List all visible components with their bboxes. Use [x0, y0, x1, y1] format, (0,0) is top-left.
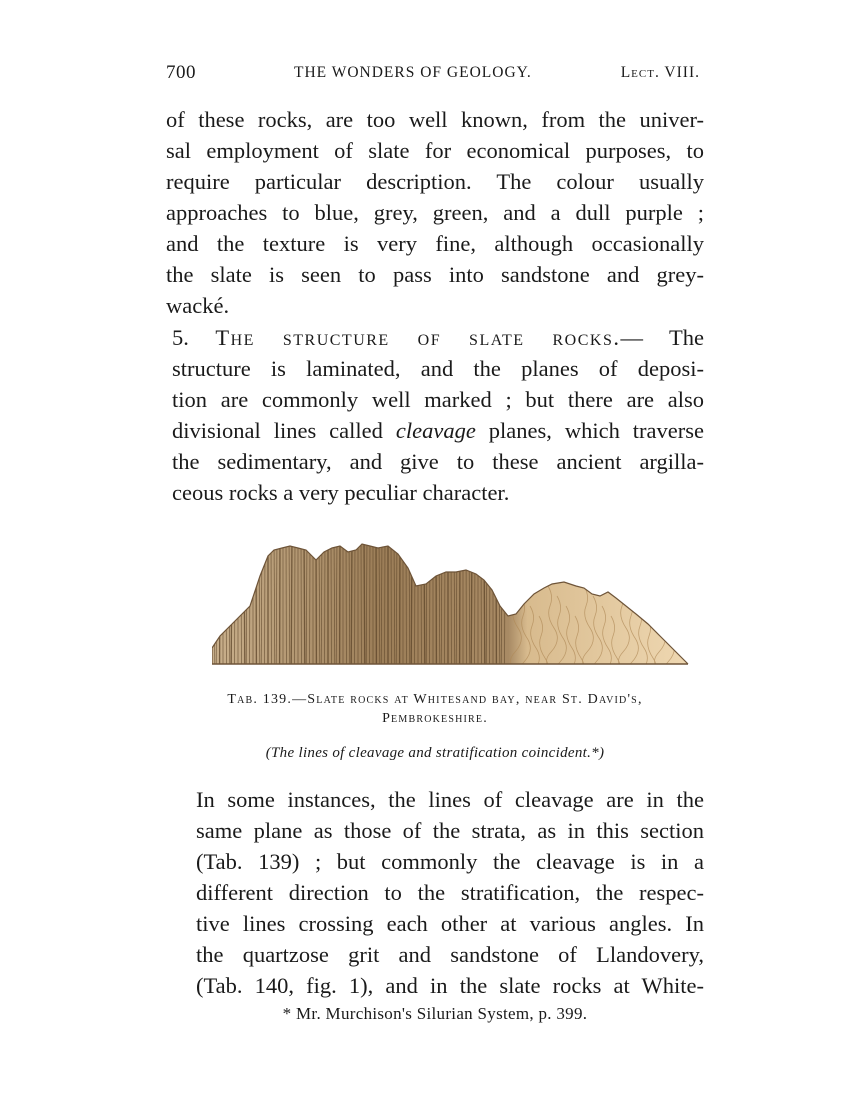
cleavage-line: [351, 536, 352, 666]
cleavage-line: [244, 536, 245, 666]
footnote: * Mr. Murchison's Silurian System, p. 399.: [282, 1004, 588, 1023]
text-line: In some instances, the lines of cleavage are in the: [196, 787, 704, 812]
text-line: [166, 415, 704, 446]
paragraph-slate-description: [166, 104, 704, 321]
cleavage-line: [291, 536, 292, 666]
text-line: same plane as those of the strata, as in this section: [196, 818, 704, 843]
text-line: and the texture is very fine, although occasionally: [166, 231, 704, 256]
text-fragment: divisional lines called: [172, 418, 396, 443]
text-line: (Tab. 140, fig. 1), and in the slate rocks at White-: [196, 973, 704, 998]
rock-mass: [212, 536, 690, 666]
text-line: structure is laminated, and the planes of deposi-: [172, 356, 704, 381]
running-title: THE WONDERS OF GEOLOGY.: [294, 64, 532, 81]
paragraph-structure: [166, 322, 704, 508]
text-line: the sedimentary, and give to these ancient argilla-: [172, 449, 704, 474]
text-line: approaches to blue, grey, green, and a dull purple ;: [166, 200, 704, 225]
text-line: of these rocks, are too well known, from the univer-: [166, 107, 704, 132]
section-heading-line: [166, 322, 704, 353]
text-line: the quartzose grit and sandstone of Llandovery,: [196, 942, 704, 967]
section-number: 5.: [172, 325, 189, 350]
text-line: wacké.: [166, 293, 230, 318]
text-line: the slate is seen to pass into sandstone and grey-: [166, 262, 704, 287]
figure-subcaption: (The lines of cleavage and stratification coincident.*): [265, 745, 605, 761]
text-line: require particular description. The colour usually: [166, 169, 704, 194]
caption-line: Tab. 139.—Slate rocks at Whitesand bay, near St. David's,: [227, 692, 643, 707]
text-line: ceous rocks a very peculiar character.: [172, 480, 510, 505]
caption-line: Pembrokeshire.: [382, 711, 488, 726]
lecture-label: Lect. VIII.: [620, 64, 700, 81]
text-line: sal employment of slate for economical purposes, to: [166, 138, 704, 163]
cleavage-line: [411, 536, 412, 666]
italic-term: cleavage: [395, 418, 476, 443]
cleavage-line: [364, 536, 365, 666]
page-number: 700: [166, 62, 196, 83]
slate-rocks-illustration: [212, 536, 690, 666]
text-line: tion are commonly well marked ; but there are also: [172, 387, 704, 412]
section-heading: The structure of slate rocks.: [215, 325, 621, 350]
cleavage-line: [471, 536, 472, 666]
text-line: tive lines crossing each other at various angles. In: [196, 911, 704, 936]
heading-dash: — The: [620, 325, 704, 350]
cleavage-line: [304, 536, 305, 666]
cleavage-line: [424, 536, 425, 666]
text-line: different direction to the stratification, the respec-: [196, 880, 704, 905]
cleavage-line: [231, 536, 232, 666]
running-header: [166, 62, 700, 86]
text-fragment: planes, which traverse: [475, 418, 704, 443]
figure-caption: [150, 690, 720, 728]
paragraph-cleavage-instances: [166, 784, 704, 1001]
cleavage-line: [484, 536, 485, 666]
text-line: (Tab. 139) ; but commonly the cleavage is in a: [196, 849, 704, 874]
